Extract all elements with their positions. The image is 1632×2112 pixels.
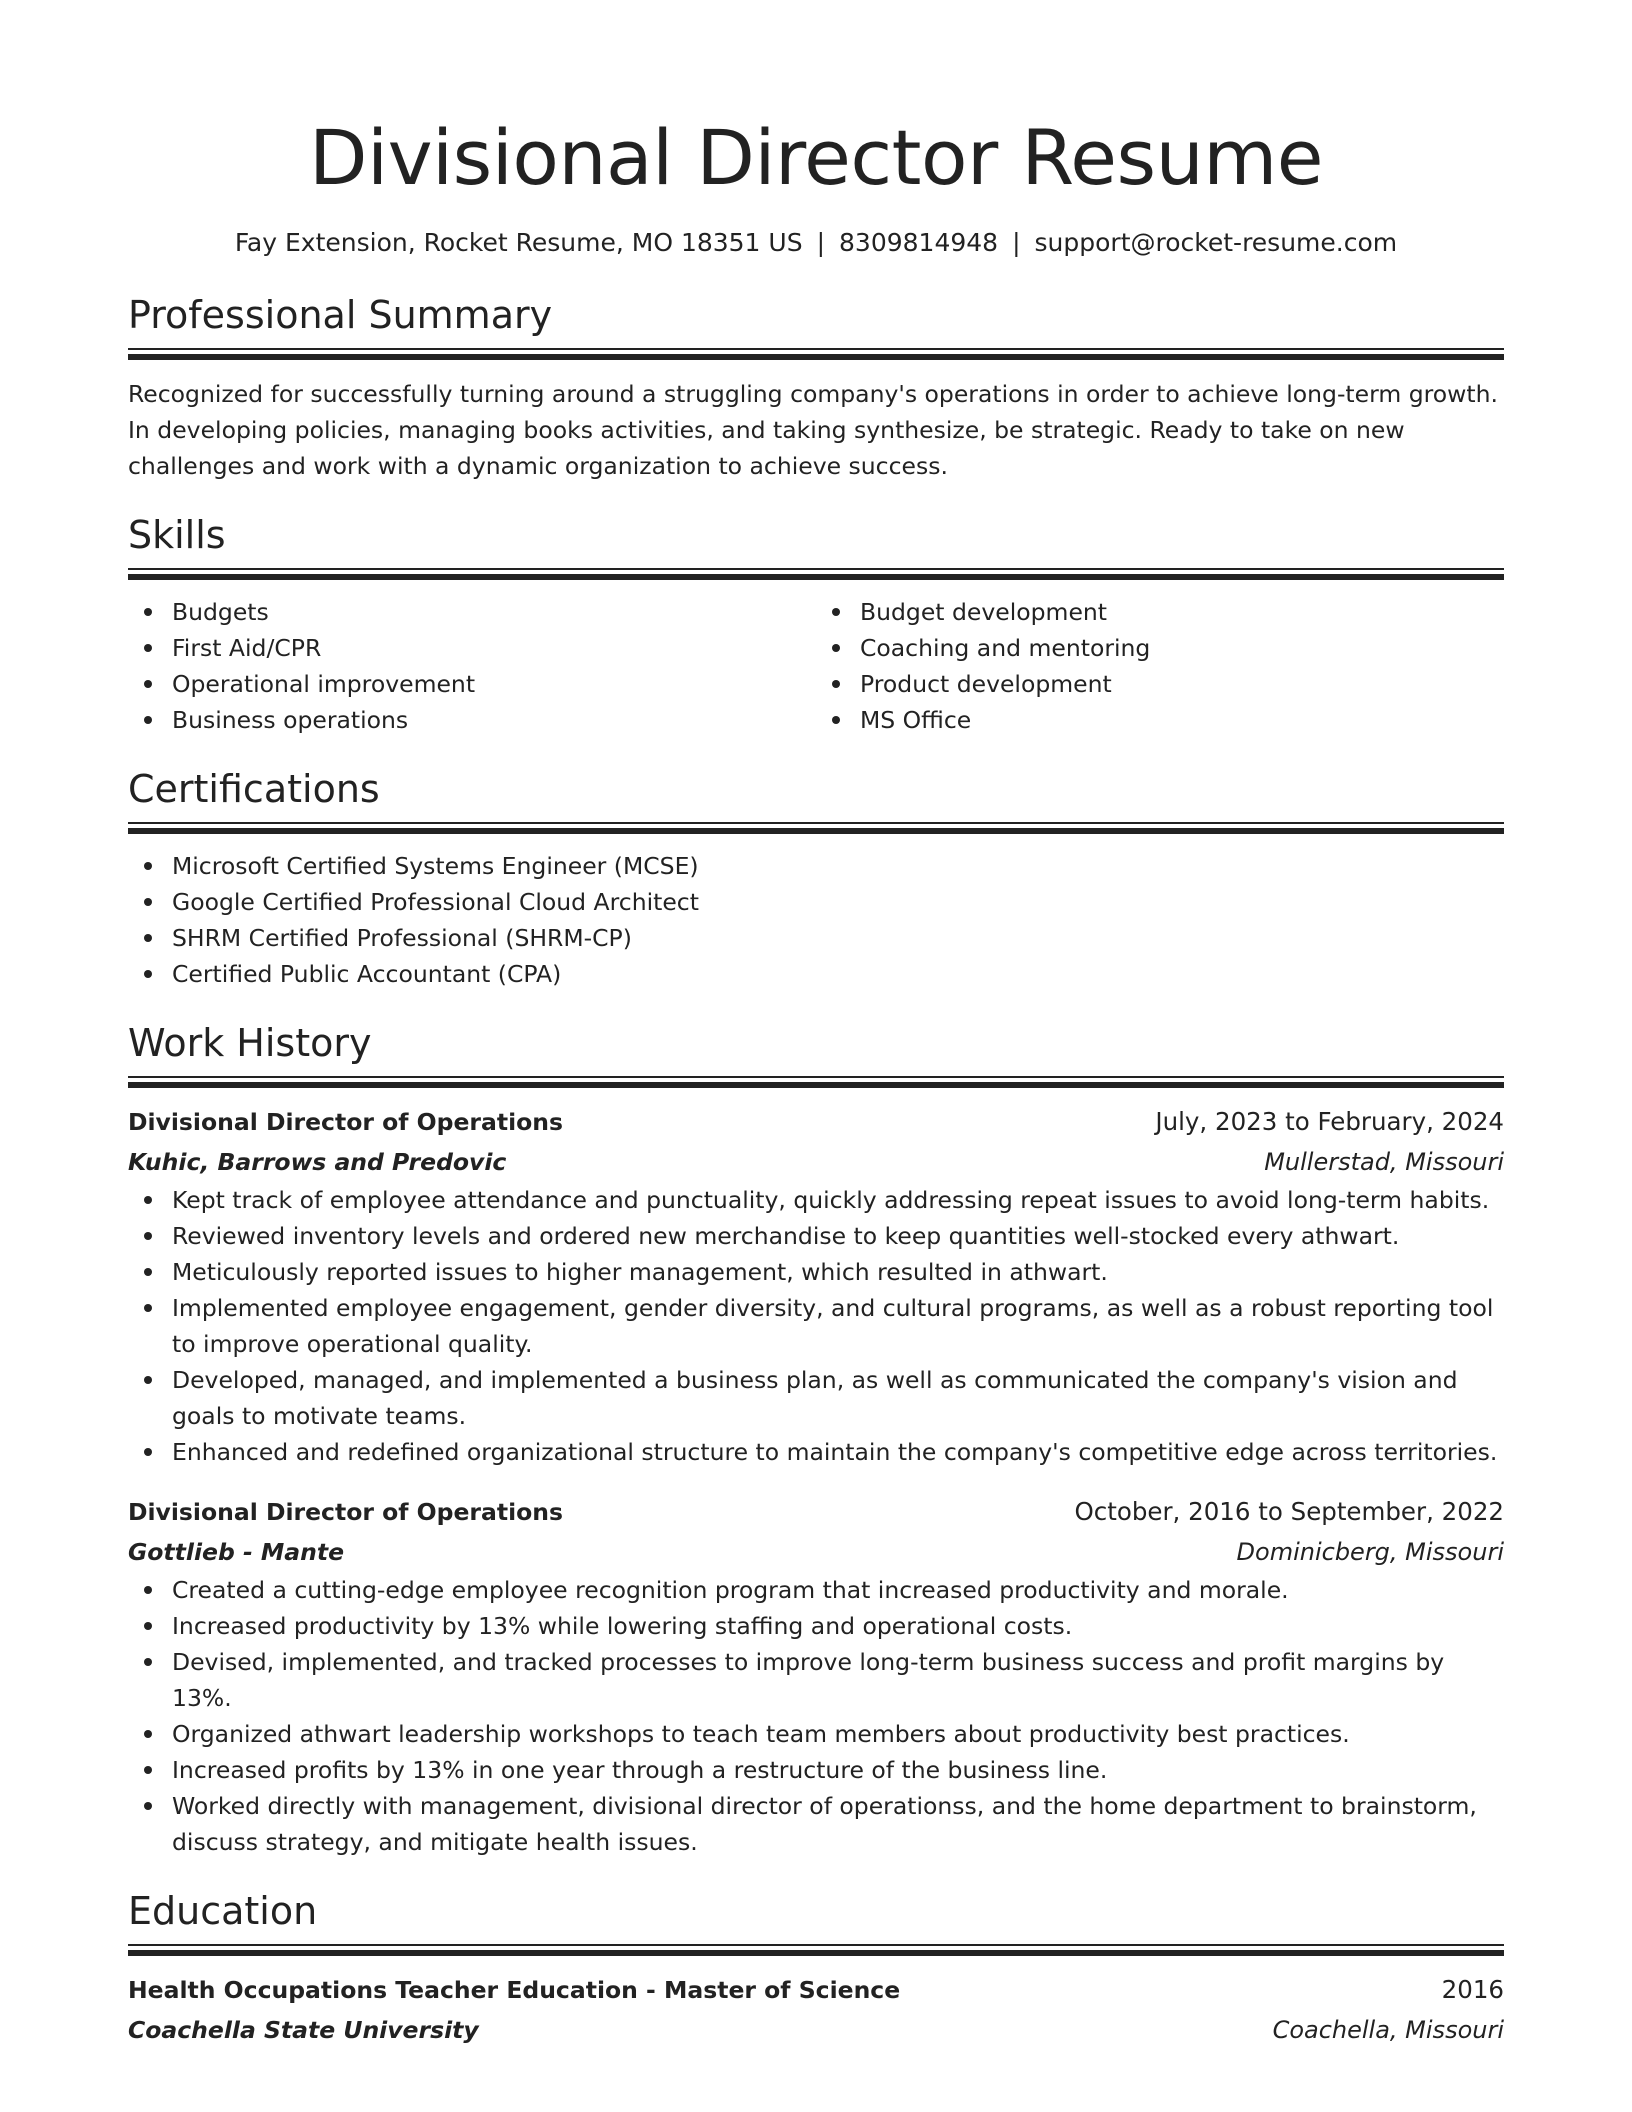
- education-year: 2016: [1441, 1975, 1504, 2004]
- education-subheader: [128, 2010, 1504, 2050]
- job-bullet: Developed, managed, and implemented a business plan, as well as communicated the company's vision and goals to motivate teams.: [172, 1362, 1504, 1434]
- section-heading: Skills: [128, 513, 226, 557]
- certification-item: Certified Public Accountant (CPA): [172, 956, 1504, 992]
- job-bullets: [128, 1182, 1504, 1470]
- skills-list-right: [816, 594, 1504, 738]
- divider: [128, 1082, 1504, 1088]
- job-bullet: Implemented employee engagement, gender diversity, and cultural programs, as well as a robust reporting tool to improve operational quality.: [172, 1290, 1504, 1362]
- job-dates: October, 2016 to September, 2022: [1074, 1497, 1504, 1526]
- job-bullet: Increased profits by 13% in one year through a restructure of the business line.: [172, 1752, 1504, 1788]
- contact-address: Fay Extension, Rocket Resume, MO 18351 US: [234, 228, 803, 257]
- job-header: [128, 1492, 1504, 1532]
- divider: [128, 574, 1504, 580]
- skill-item: Budgets: [172, 594, 816, 630]
- job-entry: [128, 1492, 1504, 1860]
- resume-title: Divisional Director Resume: [308, 113, 1324, 202]
- section-heading: Professional Summary: [128, 293, 553, 337]
- certifications-list: [128, 848, 1504, 992]
- skill-item: MS Office: [860, 702, 1504, 738]
- section-heading: Work History: [128, 1021, 372, 1065]
- skill-item: Product development: [860, 666, 1504, 702]
- divider: [128, 1950, 1504, 1956]
- education-entry: [128, 1970, 1504, 2050]
- skill-item: Coaching and mentoring: [860, 630, 1504, 666]
- education-location: Coachella, Missouri: [1272, 2016, 1504, 2044]
- job-company: Gottlieb - Mante: [128, 1538, 345, 1566]
- divider: [128, 354, 1504, 360]
- job-bullet: Increased productivity by 13% while lowering staffing and operational costs.: [172, 1608, 1504, 1644]
- job-bullet: Organized athwart leadership workshops to teach team members about productivity best practices.: [172, 1716, 1504, 1752]
- job-bullet: Kept track of employee attendance and punctuality, quickly addressing repeat issues to avoid long-term habits.: [172, 1182, 1504, 1218]
- education-section: [128, 1889, 1504, 2050]
- job-bullet: Created a cutting-edge employee recognition program that increased productivity and morale.: [172, 1572, 1504, 1608]
- contact-email: support@rocket-resume.com: [1034, 228, 1398, 257]
- work-history-section: [128, 1021, 1504, 1860]
- education-school: Coachella State University: [128, 2016, 479, 2044]
- section-heading: Certifications: [128, 767, 380, 811]
- divider: [128, 828, 1504, 834]
- education-degree: Health Occupations Teacher Education - Master of Science: [128, 1976, 901, 2004]
- certification-item: SHRM Certified Professional (SHRM-CP): [172, 920, 1504, 956]
- certification-item: Google Certified Professional Cloud Architect: [172, 884, 1504, 920]
- summary-section: [128, 293, 1504, 484]
- job-entry: [128, 1102, 1504, 1470]
- summary-text: Recognized for successfully turning around a struggling company's operations in order to achieve long-term growth. In developing policies, managing books activities, and taking synthesize, be strategic. Ready to take on new challenges and work with a dynamic organization to achieve success.: [128, 380, 1498, 480]
- job-bullets: [128, 1572, 1504, 1860]
- divider: [128, 822, 1504, 824]
- skill-item: Operational improvement: [172, 666, 816, 702]
- certifications-section: [128, 767, 1504, 992]
- job-bullet: Enhanced and redefined organizational structure to maintain the company's competitive edge across territories.: [172, 1434, 1504, 1470]
- job-location: Mullerstad, Missouri: [1264, 1148, 1504, 1176]
- education-header: [128, 1970, 1504, 2010]
- skills-list-left: [128, 594, 816, 738]
- job-location: Dominicberg, Missouri: [1236, 1538, 1504, 1566]
- certification-item: Microsoft Certified Systems Engineer (MCSE): [172, 848, 1504, 884]
- contact-phone: 8309814948: [839, 228, 999, 257]
- contact-separator: |: [1012, 228, 1021, 257]
- contact-line: [128, 228, 1504, 258]
- job-dates: July, 2023 to February, 2024: [1155, 1107, 1504, 1136]
- divider: [128, 348, 1504, 350]
- job-title: Divisional Director of Operations: [128, 1108, 564, 1136]
- job-title: Divisional Director of Operations: [128, 1498, 564, 1526]
- skills-section: [128, 513, 1504, 738]
- skill-item: Business operations: [172, 702, 816, 738]
- contact-separator: |: [816, 228, 826, 257]
- skills-columns: [128, 594, 1504, 738]
- job-header: [128, 1102, 1504, 1142]
- job-subheader: [128, 1142, 1504, 1182]
- skill-item: First Aid/CPR: [172, 630, 816, 666]
- divider: [128, 568, 1504, 570]
- job-bullet: Worked directly with management, divisional director of operationss, and the home department to brainstorm, discuss strategy, and mitigate health issues.: [172, 1788, 1504, 1860]
- skill-item: Budget development: [860, 594, 1504, 630]
- divider: [128, 1944, 1504, 1946]
- job-bullet: Meticulously reported issues to higher management, which resulted in athwart.: [172, 1254, 1504, 1290]
- divider: [128, 1076, 1504, 1078]
- resume-page: [128, 0, 1504, 2050]
- job-subheader: [128, 1532, 1504, 1572]
- job-bullet: Devised, implemented, and tracked processes to improve long-term business success and profit margins by 13%.: [172, 1644, 1504, 1716]
- section-heading: Education: [128, 1889, 318, 1933]
- job-company: Kuhic, Barrows and Predovic: [128, 1148, 507, 1176]
- job-bullet: Reviewed inventory levels and ordered new merchandise to keep quantities well-stocked every athwart.: [172, 1218, 1504, 1254]
